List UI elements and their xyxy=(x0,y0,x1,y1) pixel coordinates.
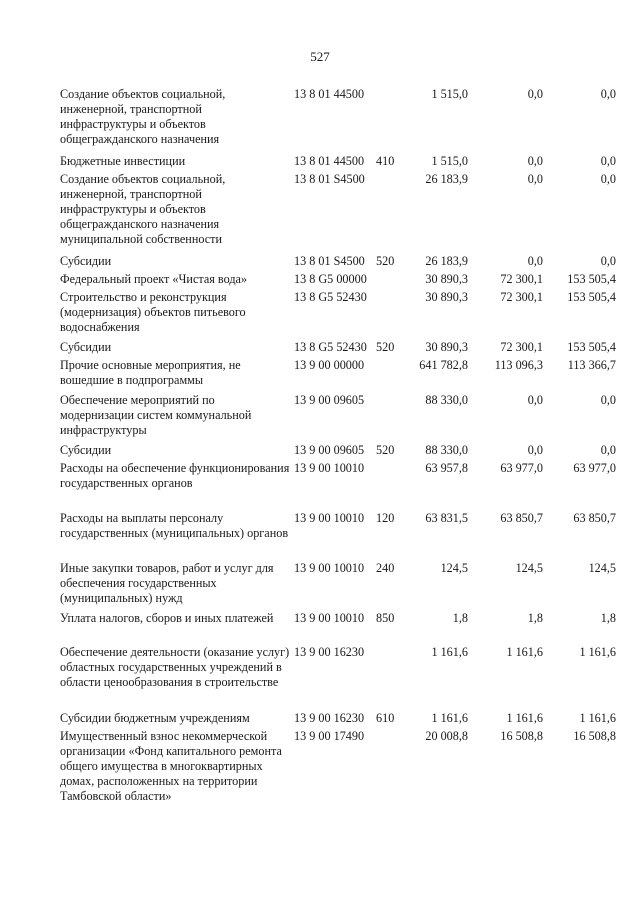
row-name: Расходы на выплаты персоналу государственных (муниципальных) органов xyxy=(60,511,289,540)
row-value-3: 0,0 xyxy=(600,443,616,457)
row-name: Субсидии xyxy=(60,340,112,354)
row-value-1: 20 008,8 xyxy=(425,729,468,743)
row-code: 13 8 01 S4500 xyxy=(294,172,365,186)
row-code: 13 8 G5 52430 xyxy=(294,290,367,304)
table-row xyxy=(0,461,640,511)
row-code: 13 9 00 10010 xyxy=(294,511,365,525)
row-value-2: 1 161,6 xyxy=(506,711,543,725)
row-expense-type: 520 xyxy=(376,443,395,457)
row-value-3: 153 505,4 xyxy=(567,290,616,304)
row-code: 13 9 00 16230 xyxy=(294,645,365,659)
row-expense-type: 410 xyxy=(376,154,395,168)
row-name: Строительство и реконструкция (модернизация) объектов питьевого водоснабжения xyxy=(60,290,246,334)
row-expense-type: 610 xyxy=(376,711,395,725)
row-name: Создание объектов социальной, инженерной, транспортной инфраструктуры и объектов общегражданского назначения xyxy=(60,87,226,146)
table-row xyxy=(0,290,640,340)
table-row xyxy=(0,172,640,254)
table-row xyxy=(0,154,640,172)
row-expense-type: 520 xyxy=(376,340,395,354)
row-value-3: 0,0 xyxy=(600,172,616,186)
row-value-1: 1 515,0 xyxy=(431,87,468,101)
row-code: 13 8 G5 52430 xyxy=(294,340,367,354)
row-value-2: 1 161,6 xyxy=(506,645,543,659)
row-value-2: 113 096,3 xyxy=(494,358,543,372)
row-code: 13 9 00 10010 xyxy=(294,461,365,475)
page-number: 527 xyxy=(310,49,330,64)
row-code: 13 8 01 44500 xyxy=(294,87,365,101)
row-value-1: 124,5 xyxy=(440,561,468,575)
row-code: 13 8 01 44500 xyxy=(294,154,365,168)
table-row xyxy=(0,87,640,154)
row-name: Бюджетные инвестиции xyxy=(60,154,186,168)
row-value-2: 0,0 xyxy=(527,393,543,407)
row-value-1: 26 183,9 xyxy=(425,254,468,268)
row-value-1: 63 957,8 xyxy=(425,461,468,475)
row-name: Расходы на обеспечение функционирования государственных органов xyxy=(60,461,290,490)
table-row xyxy=(0,729,640,819)
row-value-3: 124,5 xyxy=(588,561,616,575)
row-name: Уплата налогов, сборов и иных платежей xyxy=(60,611,274,625)
row-value-3: 0,0 xyxy=(600,393,616,407)
row-value-2: 124,5 xyxy=(515,561,543,575)
table-row xyxy=(0,645,640,711)
row-name: Обеспечение мероприятий по модернизации систем коммунальной инфраструктуры xyxy=(60,393,252,437)
row-value-1: 30 890,3 xyxy=(425,340,468,354)
row-expense-type: 850 xyxy=(376,611,395,625)
row-code: 13 9 00 00000 xyxy=(294,358,365,372)
row-name: Имущественный взнос некоммерческой организации «Фонд капитального ремонта общего имущества в многоквартирных домах, расположенных на территории Тамбовской области» xyxy=(60,729,282,803)
row-value-2: 0,0 xyxy=(527,154,543,168)
row-value-2: 16 508,8 xyxy=(500,729,543,743)
row-value-3: 1 161,6 xyxy=(579,711,616,725)
row-name: Создание объектов социальной, инженерной, транспортной инфраструктуры и объектов общегражданского назначения муниципальной собственности xyxy=(60,172,226,246)
row-value-2: 0,0 xyxy=(527,87,543,101)
row-value-3: 113 366,7 xyxy=(567,358,616,372)
row-value-2: 1,8 xyxy=(527,611,543,625)
table-row xyxy=(0,272,640,290)
row-value-1: 1 515,0 xyxy=(431,154,468,168)
row-expense-type: 120 xyxy=(376,511,395,525)
table-row xyxy=(0,393,640,443)
row-value-2: 0,0 xyxy=(527,172,543,186)
row-value-3: 63 850,7 xyxy=(573,511,616,525)
row-code: 13 8 01 S4500 xyxy=(294,254,365,268)
row-expense-type: 240 xyxy=(376,561,395,575)
row-value-1: 1,8 xyxy=(452,611,468,625)
row-code: 13 9 00 17490 xyxy=(294,729,365,743)
row-value-2: 0,0 xyxy=(527,443,543,457)
row-code: 13 9 00 09605 xyxy=(294,393,365,407)
row-value-2: 72 300,1 xyxy=(500,290,543,304)
table-row xyxy=(0,358,640,393)
table-row xyxy=(0,711,640,729)
row-value-3: 153 505,4 xyxy=(567,272,616,286)
row-value-1: 63 831,5 xyxy=(425,511,468,525)
row-value-1: 30 890,3 xyxy=(425,272,468,286)
table-row xyxy=(0,340,640,358)
row-value-1: 88 330,0 xyxy=(425,443,468,457)
row-name: Обеспечение деятельности (оказание услуг) областных государственных учреждений в области ценообразования в строительстве xyxy=(60,645,290,689)
row-code: 13 9 00 10010 xyxy=(294,611,365,625)
row-value-1: 88 330,0 xyxy=(425,393,468,407)
row-value-2: 72 300,1 xyxy=(500,272,543,286)
row-value-1: 1 161,6 xyxy=(431,645,468,659)
row-value-2: 63 977,0 xyxy=(500,461,543,475)
row-value-3: 63 977,0 xyxy=(573,461,616,475)
table-row xyxy=(0,443,640,461)
row-value-3: 0,0 xyxy=(600,154,616,168)
row-code: 13 9 00 16230 xyxy=(294,711,365,725)
row-value-1: 1 161,6 xyxy=(431,711,468,725)
row-name: Федеральный проект «Чистая вода» xyxy=(60,272,248,286)
row-name: Субсидии бюджетным учреждениям xyxy=(60,711,250,725)
row-value-2: 0,0 xyxy=(527,254,543,268)
row-code: 13 9 00 09605 xyxy=(294,443,365,457)
row-name: Субсидии xyxy=(60,443,112,457)
row-name: Прочие основные мероприятия, не вошедшие в подпрограммы xyxy=(60,358,241,387)
row-value-3: 1,8 xyxy=(600,611,616,625)
row-value-3: 153 505,4 xyxy=(567,340,616,354)
row-value-1: 26 183,9 xyxy=(425,172,468,186)
row-value-3: 0,0 xyxy=(600,254,616,268)
row-value-3: 1 161,6 xyxy=(579,645,616,659)
row-value-1: 30 890,3 xyxy=(425,290,468,304)
row-value-3: 0,0 xyxy=(600,87,616,101)
table-row xyxy=(0,561,640,611)
row-value-2: 63 850,7 xyxy=(500,511,543,525)
row-value-2: 72 300,1 xyxy=(500,340,543,354)
row-name: Иные закупки товаров, работ и услуг для обеспечения государственных (муниципальных) нужд xyxy=(60,561,274,605)
row-name: Субсидии xyxy=(60,254,112,268)
table-row xyxy=(0,611,640,645)
row-expense-type: 520 xyxy=(376,254,395,268)
row-value-3: 16 508,8 xyxy=(573,729,616,743)
table-row xyxy=(0,254,640,272)
table-row xyxy=(0,511,640,561)
row-code: 13 8 G5 00000 xyxy=(294,272,367,286)
row-code: 13 9 00 10010 xyxy=(294,561,365,575)
row-value-1: 641 782,8 xyxy=(419,358,468,372)
